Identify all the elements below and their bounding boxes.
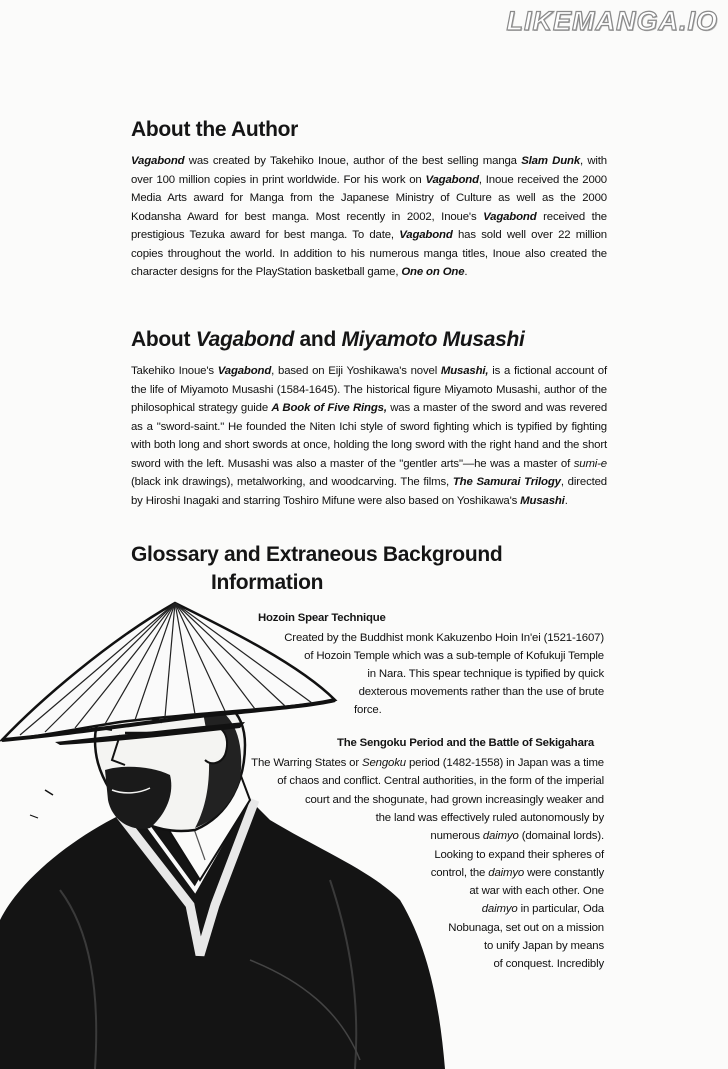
sengoku-line	[434, 846, 604, 864]
text-run: (black ink drawings), metalworking, and woodcarving. The films,	[131, 476, 453, 488]
glossary-section	[131, 541, 607, 597]
text-run: Slam Dunk	[521, 155, 580, 167]
text-run: The Warring States or	[251, 757, 363, 769]
text-run: (domainal lords).	[518, 830, 604, 843]
text-run: received the prestigious Tezuka award for best manga. To date,	[131, 210, 607, 241]
hozoin-title: Hozoin Spear Technique	[258, 612, 386, 624]
text-run: , based on Eiji Yoshikawa's novel	[271, 365, 441, 377]
text-run: One on One	[401, 266, 465, 278]
about-author-section	[131, 118, 607, 282]
text-run: Vagabond	[217, 365, 272, 377]
glossary-heading	[131, 541, 607, 597]
about-author-heading: About the Author	[131, 118, 299, 141]
text-run: Musashi	[520, 494, 565, 507]
text-run: the land was effectively ruled autonomously by	[375, 811, 604, 824]
sengoku-line	[469, 882, 604, 900]
sengoku-line	[431, 864, 604, 882]
text-run: daimyo	[482, 830, 519, 843]
text-run: of chaos and conflict. Central authorities, in the form of the imperial	[277, 775, 604, 788]
text-run: court and the shogunate, had grown increasingly weaker and	[304, 793, 604, 806]
text-run: Takehiko Inoue's	[131, 365, 218, 377]
text-run: control, the	[430, 866, 489, 879]
text-run: , directed by Hiroshi Inagaki and starring Toshiro Mifune were also based on Yoshikawa's	[131, 476, 607, 507]
about-vagabond-section	[131, 328, 607, 510]
sengoku-title: The Sengoku Period and the Battle of Sekigahara	[337, 737, 595, 749]
about-vagabond-paragraph	[131, 362, 607, 510]
text-run: period (1482-1558) in Japan was a time	[405, 757, 604, 769]
text-run: The Samurai Trilogy	[452, 476, 561, 488]
text-run: to unify Japan by means	[483, 940, 604, 952]
sengoku-line	[277, 772, 604, 790]
text-run: , with over 100 million copies in print worldwide. For his work on	[131, 155, 607, 186]
heading-part-italic: Vagabond	[195, 328, 295, 351]
about-author-paragraph	[131, 152, 607, 282]
sengoku-line	[376, 809, 604, 827]
text-run: Looking to expand their spheres of	[434, 848, 604, 861]
text-run: Vagabond	[483, 210, 537, 223]
heading-part: About	[131, 328, 196, 351]
hozoin-line: Created by the Buddhist monk Kakuzenbo Hoin In'ei (1521-1607)	[284, 632, 604, 644]
hozoin-line: force.	[354, 704, 382, 716]
text-run: is a fictional account of the life of Miyamoto Musashi (1584-1645). The historical figure Miyamoto Musashi, author of the philosophical strategy guide	[131, 365, 607, 414]
about-vagabond-heading	[131, 328, 607, 352]
sengoku-line	[448, 919, 604, 937]
text-run: Nobunaga, set out on a mission	[448, 921, 604, 934]
text-run: were constantly	[524, 866, 604, 879]
text-run: A Book of Five Rings,	[271, 402, 387, 414]
text-run: .	[564, 494, 568, 507]
text-run: Musashi,	[440, 365, 489, 377]
text-run: Vagabond	[131, 155, 185, 167]
site-watermark: LIKEMANGA.IO	[506, 6, 718, 36]
hozoin-line: dexterous movements rather than the use of brute	[358, 686, 604, 698]
text-run: was created by Takehiko Inoue, author of the best selling manga	[184, 155, 522, 167]
sengoku-line	[493, 955, 604, 973]
heading-part-italic: Miyamoto Musashi	[341, 328, 525, 351]
sengoku-line	[430, 827, 604, 845]
hozoin-line: of Hozoin Temple which was a sub-temple of Kofukuji Temple	[304, 650, 604, 662]
text-run: has sold well over 22 million copies throughout the world. In addition to his numerous manga titles, Inoue also created the character designs for the PlayStation basketball game,	[131, 229, 607, 278]
text-run: Sengoku	[362, 757, 406, 769]
hozoin-line: in Nara. This spear technique is typified by quick	[367, 668, 604, 680]
text-run: , Inoue received the 2000 Media Arts award for Manga from the Japanese Ministry of Culture as well as the 2000 Kodansha Award for best manga. Most recently in 2002, Inoue's	[131, 173, 607, 223]
text-run: was a master of the sword and was revered as a "sword-saint." He founded the Niten Ichi style of sword fighting which is typified by fighting with both long and short swords at once, holding the long sword with the right hand and the short sword with the left. Musashi was also a master of the "gentler arts"—he was a master of	[131, 402, 608, 470]
sengoku-line	[484, 937, 604, 955]
sengoku-line	[251, 754, 604, 772]
text-run: at war with each other. One	[469, 885, 604, 898]
glossary-heading-line2: Information	[211, 571, 324, 594]
text-run: daimyo	[481, 903, 518, 916]
text-run: numerous	[430, 830, 483, 843]
text-run: sumi-e	[573, 457, 607, 470]
glossary-heading-line1: Glossary and Extraneous Background	[131, 543, 503, 566]
heading-part: and	[294, 328, 342, 351]
text-run: of conquest. Incredibly	[493, 958, 604, 971]
text-run: Vagabond	[399, 229, 453, 241]
sengoku-line	[482, 900, 604, 918]
text-run: Vagabond	[425, 173, 479, 186]
text-run: daimyo	[488, 866, 525, 879]
text-run: .	[464, 266, 468, 278]
sengoku-line	[305, 791, 604, 809]
text-run: in particular, Oda	[517, 903, 604, 916]
